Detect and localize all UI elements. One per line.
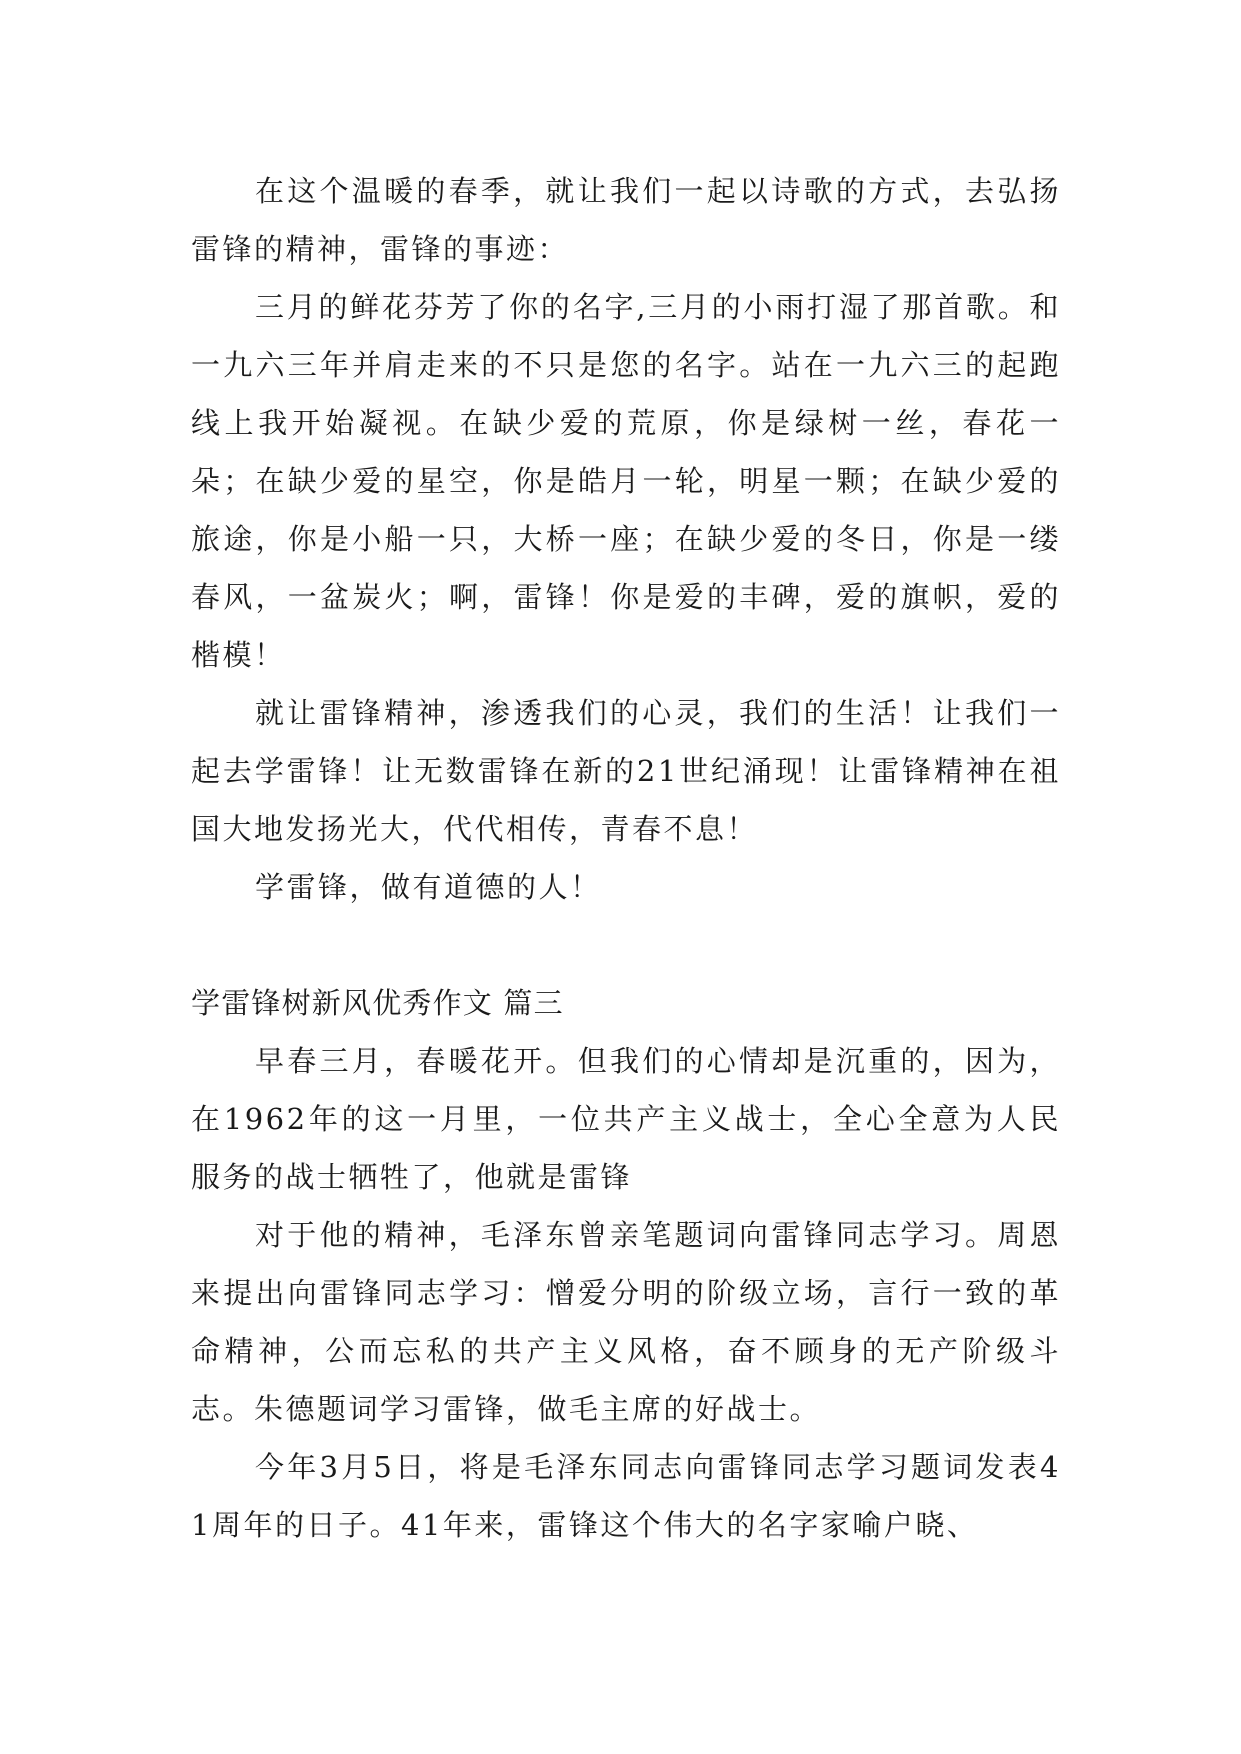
paragraph: 对于他的精神，毛泽东曾亲笔题词向雷锋同志学习。周恩来提出向雷锋同志学习：憎爱分明的阶级立场，言行一致的革命精神，公而忘私的共产主义风格，奋不顾身的无产阶级斗志。朱德题词学习雷锋，做毛主席的好战士。	[191, 1218, 1061, 1426]
document-body	[191, 162, 1061, 1554]
paragraph: 今年3月5日，将是毛泽东同志向雷锋同志学习题词发表41周年的日子。41年来，雷锋这个伟大的名字家喻户晓、	[191, 1450, 1061, 1542]
paragraph: 学雷锋，做有道德的人！	[255, 870, 602, 904]
section-heading: 学雷锋树新风优秀作文 篇三	[191, 986, 564, 1020]
paragraph: 三月的鲜花芬芳了你的名字,三月的小雨打湿了那首歌。和一九六三年并肩走来的不只是您的名字。站在一九六三的起跑线上我开始凝视。在缺少爱的荒原，你是绿树一丝，春花一朵；在缺少爱的星空，你是皓月一轮，明星一颗；在缺少爱的旅途，你是小船一只，大桥一座；在缺少爱的冬日，你是一缕春风，一盆炭火；啊，雷锋！你是爱的丰碑，爱的旗帜，爱的楷模！	[191, 290, 1061, 672]
paragraph: 早春三月，春暖花开。但我们的心情却是沉重的，因为，在1962年的这一月里，一位共产主义战士，全心全意为人民服务的战士牺牲了，他就是雷锋	[191, 1044, 1061, 1194]
paragraph: 就让雷锋精神，渗透我们的心灵，我们的生活！让我们一起去学雷锋！让无数雷锋在新的21世纪涌现！让雷锋精神在祖国大地发扬光大，代代相传，青春不息！	[191, 696, 1061, 846]
paragraph: 在这个温暖的春季，就让我们一起以诗歌的方式，去弘扬雷锋的精神，雷锋的事迹：	[191, 174, 1061, 266]
